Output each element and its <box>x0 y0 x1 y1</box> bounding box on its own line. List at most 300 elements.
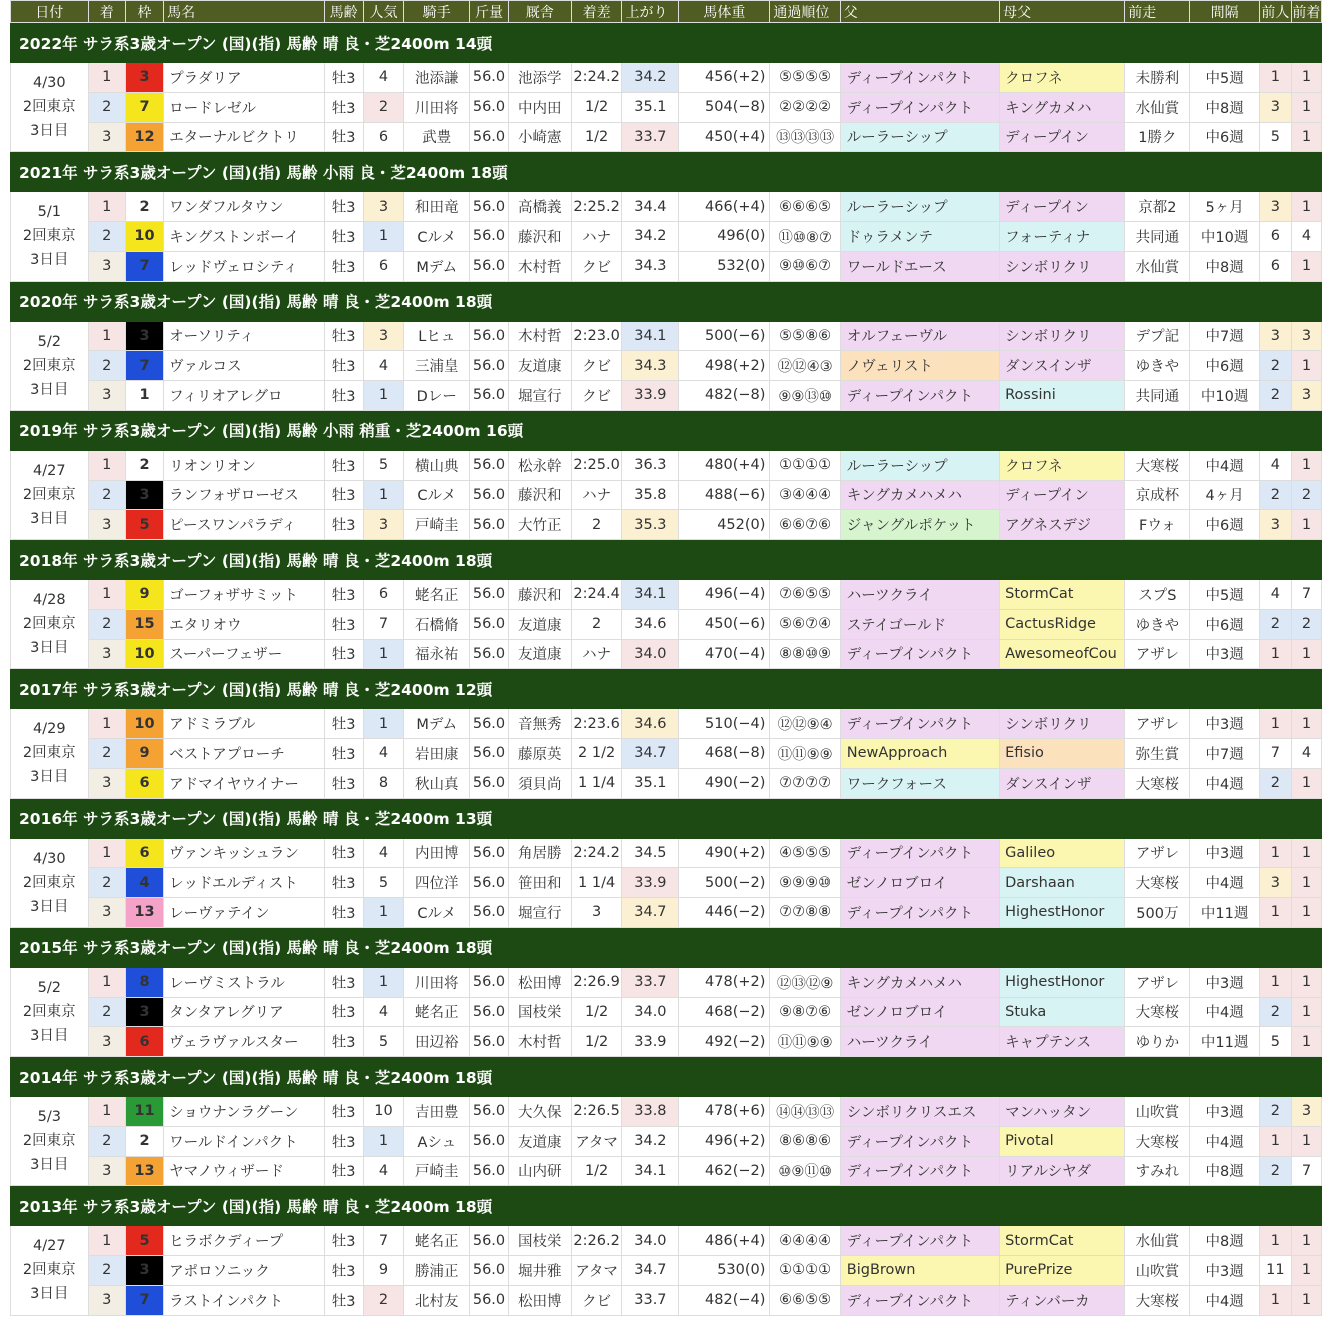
dam-sire-link[interactable]: リアルシヤダ <box>1000 1156 1125 1186</box>
col-header-margin[interactable]: 着差 <box>571 1 622 23</box>
horse-age: 牡3 <box>324 222 363 252</box>
waku-number: 3 <box>125 1256 163 1286</box>
waku-number: 13 <box>125 898 163 928</box>
prev-race-link[interactable]: すみれ <box>1125 1156 1190 1186</box>
col-header-date[interactable]: 日付 <box>11 1 89 23</box>
jockey-link[interactable]: 戸崎圭 <box>404 1156 470 1186</box>
stable-link[interactable]: 藤沢和 <box>508 480 571 510</box>
sire-link[interactable]: キングカメハメハ <box>840 480 999 510</box>
col-header-interval[interactable]: 間隔 <box>1190 1 1259 23</box>
col-header-prev-race[interactable]: 前走 <box>1125 1 1190 23</box>
finish-position: 2 <box>88 480 125 510</box>
prev-popularity: 2 <box>1259 1097 1291 1127</box>
jockey-link[interactable]: 池添謙 <box>404 63 470 93</box>
col-header-dam-sire[interactable]: 母父 <box>1000 1 1125 23</box>
prev-popularity: 3 <box>1259 192 1291 222</box>
prev-race-link[interactable]: デプ記 <box>1125 321 1190 351</box>
dam-sire-link[interactable]: ディープイン <box>1000 122 1125 152</box>
dam-sire-link[interactable]: HighestHonor <box>1000 967 1125 997</box>
interval: 中10週 <box>1190 381 1259 411</box>
prev-race-link[interactable]: 水仙賞 <box>1125 92 1190 122</box>
finish-position: 2 <box>88 351 125 381</box>
prev-popularity: 4 <box>1259 580 1291 610</box>
horse-name-link[interactable]: スーパーフェザー <box>164 639 324 669</box>
dam-sire-link[interactable]: シンボリクリ <box>1000 251 1125 281</box>
prev-race-link[interactable]: アザレ <box>1125 709 1190 739</box>
stable-link[interactable]: 高橋義 <box>508 192 571 222</box>
stable-link[interactable]: 角居勝 <box>508 838 571 868</box>
prev-race-link[interactable]: ゆりか <box>1125 1027 1190 1057</box>
horse-name-link[interactable]: ワールドインパクト <box>164 1126 324 1156</box>
race-meeting: 2回東京 <box>22 357 76 374</box>
sire-link[interactable]: ルーラーシップ <box>840 450 999 480</box>
race-date-cell <box>11 838 89 927</box>
corner-positions: ⑨⑨⑬⑩ <box>770 381 840 411</box>
horse-name-link[interactable]: ヴァルコス <box>164 351 324 381</box>
body-weight: 446(−2) <box>679 898 770 928</box>
table-row <box>11 898 1322 928</box>
prev-race-link[interactable]: 京都2 <box>1125 192 1190 222</box>
stable-link[interactable]: 友道康 <box>508 1126 571 1156</box>
margin: 2:23.0 <box>571 321 622 351</box>
dam-sire-link[interactable]: ダンスインザ <box>1000 351 1125 381</box>
stable-link[interactable]: 松田博 <box>508 967 571 997</box>
stable-link[interactable]: 大竹正 <box>508 510 571 540</box>
stable-link[interactable]: 藤原英 <box>508 739 571 769</box>
dam-sire-link[interactable]: Galileo <box>1000 838 1125 868</box>
margin: 2 1/2 <box>571 739 622 769</box>
stable-link[interactable]: 須貝尚 <box>508 768 571 798</box>
dam-sire-link[interactable]: ティンバーカ <box>1000 1285 1125 1315</box>
jockey-link[interactable]: 秋山真 <box>404 768 470 798</box>
prev-race-link[interactable]: 大寒桜 <box>1125 450 1190 480</box>
horse-name-link[interactable]: ゴーフォザサミット <box>164 580 324 610</box>
race-title: 2015年 サラ系3歳オープン (国)(指) 馬齢 晴 良・芝2400m 18頭 <box>11 927 1322 967</box>
stable-link[interactable]: 友道康 <box>508 609 571 639</box>
jockey-link[interactable]: 戸崎圭 <box>404 510 470 540</box>
jockey-link[interactable]: 吉田豊 <box>404 1097 470 1127</box>
col-header-jockey[interactable]: 騎手 <box>404 1 470 23</box>
weight-carried: 56.0 <box>470 251 508 281</box>
horse-name-link[interactable]: レッドヴェロシティ <box>164 251 324 281</box>
col-header-stable[interactable]: 厩舎 <box>508 1 571 23</box>
stable-link[interactable]: 笹田和 <box>508 868 571 898</box>
stable-link[interactable]: 友道康 <box>508 351 571 381</box>
horse-name-link[interactable]: ヤマノウィザード <box>164 1156 324 1186</box>
sire-link[interactable]: ワークフォース <box>840 768 999 798</box>
last-3f-time: 34.1 <box>622 321 679 351</box>
sire-link[interactable]: キングカメハメハ <box>840 967 999 997</box>
dam-sire-link[interactable]: ディープイン <box>1000 480 1125 510</box>
jockey-link[interactable]: 田辺裕 <box>404 1027 470 1057</box>
margin: 2:26.9 <box>571 967 622 997</box>
last-3f-time: 35.1 <box>622 768 679 798</box>
stable-link[interactable]: 松田博 <box>508 1285 571 1315</box>
stable-link[interactable]: 音無秀 <box>508 709 571 739</box>
jockey-link[interactable]: 北村友 <box>404 1285 470 1315</box>
sire-link[interactable]: BigBrown <box>840 1256 999 1286</box>
finish-position: 3 <box>88 898 125 928</box>
sire-link[interactable]: シンボリクリスエス <box>840 1097 999 1127</box>
sire-link[interactable]: ルーラーシップ <box>840 122 999 152</box>
interval: 中10週 <box>1190 222 1259 252</box>
dam-sire-link[interactable]: キングカメハ <box>1000 92 1125 122</box>
horse-name-link[interactable]: ピースワンパラディ <box>164 510 324 540</box>
prev-race-link[interactable]: アザレ <box>1125 967 1190 997</box>
prev-race-link[interactable]: ゆきや <box>1125 609 1190 639</box>
interval: 中4週 <box>1190 1285 1259 1315</box>
horse-name-link[interactable]: ヒラボクディープ <box>164 1226 324 1256</box>
weight-carried: 56.0 <box>470 1156 508 1186</box>
prev-race-link[interactable]: アザレ <box>1125 838 1190 868</box>
horse-name-link[interactable]: ヴァンキッシュラン <box>164 838 324 868</box>
last-3f-time: 34.0 <box>622 639 679 669</box>
popularity: 1 <box>363 222 403 252</box>
margin: 1 1/4 <box>571 768 622 798</box>
jockey-link[interactable]: Lヒュ <box>404 321 470 351</box>
margin: 2:23.6 <box>571 709 622 739</box>
stable-link[interactable]: 小崎憲 <box>508 122 571 152</box>
prev-race-link[interactable]: アザレ <box>1125 639 1190 669</box>
dam-sire-link[interactable]: CactusRidge <box>1000 609 1125 639</box>
prev-race-link[interactable]: 山吹賞 <box>1125 1097 1190 1127</box>
col-header-corners[interactable]: 通過順位 <box>770 1 840 23</box>
race-day: 3日目 <box>30 510 69 527</box>
corner-positions: ⑫⑫⑨④ <box>770 709 840 739</box>
table-row <box>11 122 1322 152</box>
prev-race-link[interactable]: 共同通 <box>1125 381 1190 411</box>
stable-link[interactable]: 堀宣行 <box>508 898 571 928</box>
table-row <box>11 768 1322 798</box>
popularity: 7 <box>363 609 403 639</box>
col-header-body-weight[interactable]: 馬体重 <box>679 1 770 23</box>
interval: 中4週 <box>1190 450 1259 480</box>
sire-link[interactable]: ディープインパクト <box>840 63 999 93</box>
col-header-popularity[interactable]: 人気 <box>363 1 403 23</box>
dam-sire-link[interactable]: PurePrize <box>1000 1256 1125 1286</box>
stable-link[interactable]: 藤沢和 <box>508 222 571 252</box>
horse-name-link[interactable]: リオンリオン <box>164 450 324 480</box>
sire-link[interactable]: ディープインパクト <box>840 709 999 739</box>
horse-name-link[interactable]: レーヴァテイン <box>164 898 324 928</box>
sire-link[interactable]: ディープインパクト <box>840 898 999 928</box>
stable-link[interactable]: 木村哲 <box>508 251 571 281</box>
table-row <box>11 1156 1322 1186</box>
jockey-link[interactable]: 内田博 <box>404 838 470 868</box>
dam-sire-link[interactable]: クロフネ <box>1000 63 1125 93</box>
horse-age: 牡3 <box>324 1226 363 1256</box>
sire-link[interactable]: ルーラーシップ <box>840 192 999 222</box>
jockey-link[interactable]: Cルメ <box>404 222 470 252</box>
prev-race-link[interactable]: 水仙賞 <box>1125 1226 1190 1256</box>
col-header-sire[interactable]: 父 <box>840 1 999 23</box>
col-header-finish[interactable]: 着 <box>88 1 125 23</box>
dam-sire-link[interactable]: StormCat <box>1000 1226 1125 1256</box>
sire-link[interactable]: オルフェーヴル <box>840 321 999 351</box>
interval: 中11週 <box>1190 898 1259 928</box>
horse-age: 牡3 <box>324 709 363 739</box>
finish-position: 2 <box>88 1126 125 1156</box>
col-header-weight-carried[interactable]: 斤量 <box>470 1 508 23</box>
prev-race-link[interactable]: 山吹賞 <box>1125 1256 1190 1286</box>
stable-link[interactable]: 国枝栄 <box>508 1226 571 1256</box>
horse-name-link[interactable]: エターナルビクトリ <box>164 122 324 152</box>
corner-positions: ④④④④ <box>770 1226 840 1256</box>
dam-sire-link[interactable]: ダンスインザ <box>1000 768 1125 798</box>
jockey-link[interactable]: 武豊 <box>404 122 470 152</box>
sire-link[interactable]: ディープインパクト <box>840 92 999 122</box>
dam-sire-link[interactable]: HighestHonor <box>1000 898 1125 928</box>
prev-race-link[interactable]: 未勝利 <box>1125 63 1190 93</box>
stable-link[interactable]: 木村哲 <box>508 1027 571 1057</box>
waku-number: 3 <box>125 997 163 1027</box>
horse-name-link[interactable]: タンタアレグリア <box>164 997 324 1027</box>
dam-sire-link[interactable]: シンボリクリ <box>1000 709 1125 739</box>
jockey-link[interactable]: 和田竜 <box>404 192 470 222</box>
finish-position: 2 <box>88 868 125 898</box>
dam-sire-link[interactable]: シンボリクリ <box>1000 321 1125 351</box>
jockey-link[interactable]: Cルメ <box>404 898 470 928</box>
sire-link[interactable]: ゼンノロブロイ <box>840 868 999 898</box>
race-title: 2016年 サラ系3歳オープン (国)(指) 馬齢 晴 良・芝2400m 13頭 <box>11 798 1322 838</box>
jockey-link[interactable]: 蛯名正 <box>404 997 470 1027</box>
horse-name-link[interactable]: ロードレゼル <box>164 92 324 122</box>
dam-sire-link[interactable]: Efisio <box>1000 739 1125 769</box>
finish-position: 2 <box>88 222 125 252</box>
prev-race-link[interactable]: 大寒桜 <box>1125 1285 1190 1315</box>
jockey-link[interactable]: 三浦皇 <box>404 351 470 381</box>
weight-carried: 56.0 <box>470 1097 508 1127</box>
interval: 中8週 <box>1190 1226 1259 1256</box>
interval: 中3週 <box>1190 639 1259 669</box>
waku-number: 2 <box>125 450 163 480</box>
dam-sire-link[interactable]: Pivotal <box>1000 1126 1125 1156</box>
col-header-waku[interactable]: 枠 <box>125 1 163 23</box>
prev-race-link[interactable]: 弥生賞 <box>1125 739 1190 769</box>
stable-link[interactable]: 堀宣行 <box>508 381 571 411</box>
table-row <box>11 381 1322 411</box>
popularity: 8 <box>363 768 403 798</box>
col-header-age[interactable]: 馬齢 <box>324 1 363 23</box>
interval: 中4週 <box>1190 1126 1259 1156</box>
dam-sire-link[interactable]: Stuka <box>1000 997 1125 1027</box>
sire-link[interactable]: ディープインパクト <box>840 1156 999 1186</box>
dam-sire-link[interactable]: キャプテンス <box>1000 1027 1125 1057</box>
dam-sire-link[interactable]: フォーティナ <box>1000 222 1125 252</box>
last-3f-time: 35.1 <box>622 92 679 122</box>
jockey-link[interactable]: 勝浦正 <box>404 1256 470 1286</box>
sire-link[interactable]: ディープインパクト <box>840 1226 999 1256</box>
sire-link[interactable]: ゼンノロブロイ <box>840 997 999 1027</box>
col-header-prev-pop[interactable]: 前人 <box>1259 1 1291 23</box>
horse-name-link[interactable]: ベストアプローチ <box>164 739 324 769</box>
body-weight: 480(+4) <box>679 450 770 480</box>
dam-sire-link[interactable]: マンハッタン <box>1000 1097 1125 1127</box>
prev-race-link[interactable]: 京成杯 <box>1125 480 1190 510</box>
prev-finish: 1 <box>1291 1027 1321 1057</box>
sire-link[interactable]: ジャングルポケット <box>840 510 999 540</box>
race-date: 5/2 <box>37 333 61 350</box>
sire-link[interactable]: ステイゴールド <box>840 609 999 639</box>
body-weight: 498(+2) <box>679 351 770 381</box>
prev-race-link[interactable]: スプS <box>1125 580 1190 610</box>
last-3f-time: 33.9 <box>622 868 679 898</box>
jockey-link[interactable]: Aシュ <box>404 1126 470 1156</box>
jockey-link[interactable]: 石橋脩 <box>404 609 470 639</box>
race-title-row <box>11 1186 1322 1226</box>
race-date: 4/28 <box>33 592 66 609</box>
horse-name-link[interactable]: オーソリティ <box>164 321 324 351</box>
margin: 1/2 <box>571 92 622 122</box>
prev-popularity: 2 <box>1259 609 1291 639</box>
last-3f-time: 33.7 <box>622 122 679 152</box>
last-3f-time: 34.4 <box>622 192 679 222</box>
finish-position: 3 <box>88 381 125 411</box>
prev-race-link[interactable]: 共同通 <box>1125 222 1190 252</box>
corner-positions: ③④④④ <box>770 480 840 510</box>
prev-popularity: 1 <box>1259 639 1291 669</box>
prev-race-link[interactable]: 大寒桜 <box>1125 768 1190 798</box>
sire-link[interactable]: ハーツクライ <box>840 580 999 610</box>
finish-position: 1 <box>88 838 125 868</box>
prev-race-link[interactable]: 大寒桜 <box>1125 868 1190 898</box>
prev-finish: 2 <box>1291 480 1321 510</box>
horse-name-link[interactable]: ワンダフルタウン <box>164 192 324 222</box>
jockey-link[interactable]: Mデム <box>404 251 470 281</box>
jockey-link[interactable]: 横山典 <box>404 450 470 480</box>
jockey-link[interactable]: Dレー <box>404 381 470 411</box>
sire-link[interactable]: ディープインパクト <box>840 1126 999 1156</box>
body-weight: 452(0) <box>679 510 770 540</box>
jockey-link[interactable]: 蛯名正 <box>404 580 470 610</box>
dam-sire-link[interactable]: アグネスデジ <box>1000 510 1125 540</box>
jockey-link[interactable]: 岩田康 <box>404 739 470 769</box>
waku-number: 2 <box>125 192 163 222</box>
prev-race-link[interactable]: 大寒桜 <box>1125 1126 1190 1156</box>
margin: 1/2 <box>571 997 622 1027</box>
sire-link[interactable]: ハーツクライ <box>840 1027 999 1057</box>
margin: 2:25.0 <box>571 450 622 480</box>
sire-link[interactable]: ノヴェリスト <box>840 351 999 381</box>
horse-age: 牡3 <box>324 381 363 411</box>
last-3f-time: 34.7 <box>622 898 679 928</box>
popularity: 3 <box>363 510 403 540</box>
jockey-link[interactable]: 四位洋 <box>404 868 470 898</box>
weight-carried: 56.0 <box>470 1285 508 1315</box>
waku-number: 11 <box>125 1097 163 1127</box>
prev-finish: 1 <box>1291 251 1321 281</box>
horse-name-link[interactable]: アドマイヤウイナー <box>164 768 324 798</box>
sire-link[interactable]: ワールドエース <box>840 251 999 281</box>
race-title: 2017年 サラ系3歳オープン (国)(指) 馬齢 晴 良・芝2400m 12頭 <box>11 669 1322 709</box>
margin: 2 <box>571 609 622 639</box>
prev-race-link[interactable]: 1勝ク <box>1125 122 1190 152</box>
popularity: 4 <box>363 351 403 381</box>
col-header-horse[interactable]: 馬名 <box>164 1 324 23</box>
corner-positions: ⑪⑪⑨⑨ <box>770 1027 840 1057</box>
col-header-last3f[interactable]: 上がり <box>622 1 679 23</box>
stable-link[interactable]: 堀井雅 <box>508 1256 571 1286</box>
horse-name-link[interactable]: アポロソニック <box>164 1256 324 1286</box>
stable-link[interactable]: 松永幹 <box>508 450 571 480</box>
jockey-link[interactable]: 川田将 <box>404 967 470 997</box>
stable-link[interactable]: 池添学 <box>508 63 571 93</box>
horse-name-link[interactable]: ヴェラヴァルスター <box>164 1027 324 1057</box>
horse-name-link[interactable]: レッドエルディスト <box>164 868 324 898</box>
horse-name-link[interactable]: エタリオウ <box>164 609 324 639</box>
last-3f-time: 36.3 <box>622 450 679 480</box>
interval: 中6週 <box>1190 510 1259 540</box>
dam-sire-link[interactable]: Rossini <box>1000 381 1125 411</box>
corner-positions: ①①①① <box>770 450 840 480</box>
stable-link[interactable]: 木村哲 <box>508 321 571 351</box>
dam-sire-link[interactable]: ディープイン <box>1000 192 1125 222</box>
jockey-link[interactable]: 川田将 <box>404 92 470 122</box>
stable-link[interactable]: 国枝栄 <box>508 997 571 1027</box>
sire-link[interactable]: ディープインパクト <box>840 1285 999 1315</box>
stable-link[interactable]: 中内田 <box>508 92 571 122</box>
prev-race-link[interactable]: 水仙賞 <box>1125 251 1190 281</box>
sire-link[interactable]: ディープインパクト <box>840 639 999 669</box>
results-body <box>11 23 1322 1316</box>
prev-race-link[interactable]: Fウォ <box>1125 510 1190 540</box>
horse-name-link[interactable]: ランフォザローゼス <box>164 480 324 510</box>
jockey-link[interactable]: Cルメ <box>404 480 470 510</box>
stable-link[interactable]: 藤沢和 <box>508 580 571 610</box>
horse-name-link[interactable]: アドミラブル <box>164 709 324 739</box>
horse-name-link[interactable]: レーヴミストラル <box>164 967 324 997</box>
dam-sire-link[interactable]: Darshaan <box>1000 868 1125 898</box>
horse-name-link[interactable]: プラダリア <box>164 63 324 93</box>
corner-positions: ⑧⑥⑧⑥ <box>770 1126 840 1156</box>
corner-positions: ⑦⑦⑦⑦ <box>770 768 840 798</box>
stable-link[interactable]: 山内研 <box>508 1156 571 1186</box>
sire-link[interactable]: ドゥラメンテ <box>840 222 999 252</box>
prev-finish: 1 <box>1291 709 1321 739</box>
interval: 中5週 <box>1190 580 1259 610</box>
jockey-link[interactable]: 福永祐 <box>404 639 470 669</box>
dam-sire-link[interactable]: AwesomeofCou <box>1000 639 1125 669</box>
horse-name-link[interactable]: フィリオアレグロ <box>164 381 324 411</box>
dam-sire-link[interactable]: StormCat <box>1000 580 1125 610</box>
sire-link[interactable]: NewApproach <box>840 739 999 769</box>
horse-name-link[interactable]: ラストインパクト <box>164 1285 324 1315</box>
prev-race-link[interactable]: 大寒桜 <box>1125 997 1190 1027</box>
margin: 2:26.5 <box>571 1097 622 1127</box>
stable-link[interactable]: 大久保 <box>508 1097 571 1127</box>
popularity: 5 <box>363 868 403 898</box>
race-title-row <box>11 669 1322 709</box>
dam-sire-link[interactable]: クロフネ <box>1000 450 1125 480</box>
prev-race-link[interactable]: 500万 <box>1125 898 1190 928</box>
last-3f-time: 34.3 <box>622 351 679 381</box>
race-title-row <box>11 410 1322 450</box>
weight-carried: 56.0 <box>470 1256 508 1286</box>
sire-link[interactable]: ディープインパクト <box>840 381 999 411</box>
col-header-prev-finish[interactable]: 前着 <box>1291 1 1321 23</box>
stable-link[interactable]: 友道康 <box>508 639 571 669</box>
horse-name-link[interactable]: ショウナンラグーン <box>164 1097 324 1127</box>
margin: 2:24.2 <box>571 838 622 868</box>
horse-age: 牡3 <box>324 739 363 769</box>
weight-carried: 56.0 <box>470 1226 508 1256</box>
sire-link[interactable]: ディープインパクト <box>840 838 999 868</box>
jockey-link[interactable]: 蛯名正 <box>404 1226 470 1256</box>
jockey-link[interactable]: Mデム <box>404 709 470 739</box>
prev-race-link[interactable]: ゆきや <box>1125 351 1190 381</box>
race-title-row <box>11 798 1322 838</box>
horse-name-link[interactable]: キングストンボーイ <box>164 222 324 252</box>
